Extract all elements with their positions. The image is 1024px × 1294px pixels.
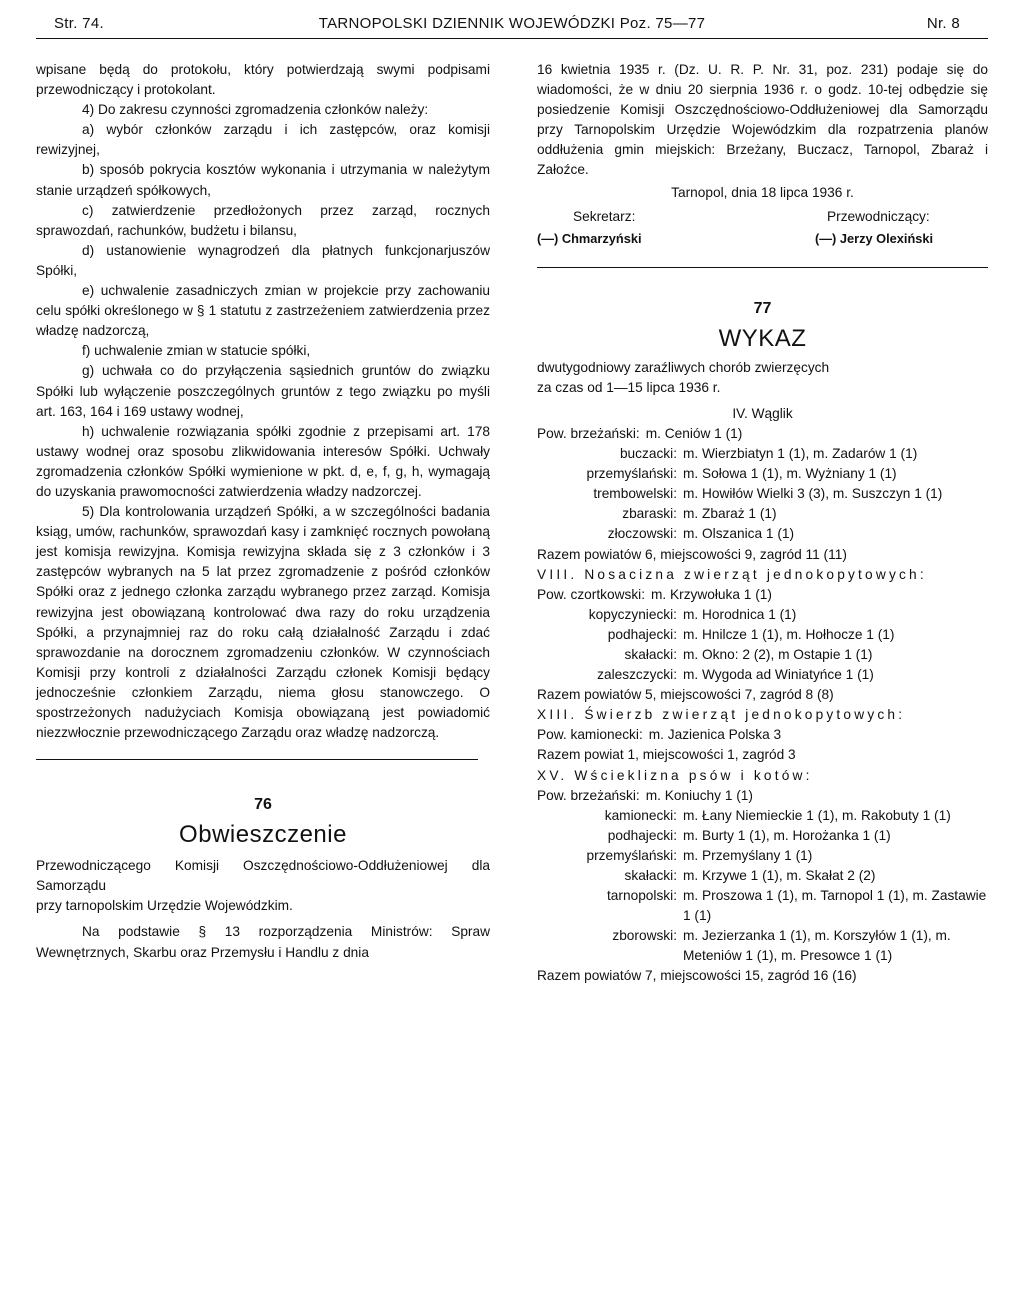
statute-paragraph: a) wybór członków zarządu i ich zastępców, oraz komisji rewizyjnej, [36,122,490,158]
notice-subtitle: Przewodniczącego Komisji Oszczędnościowo-Oddłużeniowej dla Samorządu [36,858,490,894]
secretary-role: Sekretarz: [573,208,636,224]
locality-list: m. Proszowa 1 (1), m. Tarnopol 1 (1), m. Zastawie 1 (1) [683,888,987,924]
district-name: kamionecki: [604,807,677,823]
page-header [36,6,988,39]
chairman-role: Przewodniczący: [827,208,930,224]
secretary-name: (—) Chmarzyński [537,230,642,246]
locality-list: m. Burty 1 (1), m. Horożanka 1 (1) [683,827,891,843]
locality-list: m. Koniuchy 1 (1) [645,787,753,803]
district-entry [537,866,988,886]
district-entry [537,846,988,866]
statute-paragraph: d) ustanowienie wynagrodzeń dla płatnych funkcjonarjuszów Spółki, [36,242,490,278]
notice-body: Na podstawie § 13 rozporządzenia Ministrów: Spraw Wewnętrznych, Skarbu oraz Przemysłu i Handlu z dnia [36,924,490,960]
district-name: przemyślański: [586,847,677,863]
district-name: podhajecki: [607,626,677,642]
chairman-name: (—) Jerzy Olexiński [815,230,934,246]
district-entry [537,585,988,605]
district-entry [537,524,988,544]
statute-paragraph: 5) Dla kontrolowania urządzeń Spółki, a w szczególności badania ksiąg, umów, rachunków, sprawozdań kasy i zamknięć rocznych powołaną jest komisja rewizyjna. Komisja rewizyjna składa się z 3 członków i 3 zastępców wybranych na 5 lat przez zgromadzenie z pośród członków Spółki oraz z jednego członka zarządu wybranego przez zarząd. Komisja rewizyjna jest obowiązaną kontrolować dwa razy do roku urządzenia Spółki, a przynajmniej raz do roku całą działalność Zarządu i zdać sprawozdanie na dorocznem zgromadzeniu członków. W czynnościach Komisji przy kontroli z działalności Zarządu członek Komisji będący jednocześnie członkiem Zarządu, niema głosu stanowczego. O spostrzeżonych nadużyciach Komisja obowiązaną jest powiadomić niezzwłocznie przewodniczącego Zarządu oraz władzę nadzorczą. [36,504,490,741]
locality-list: m. Łany Niemieckie 1 (1), m. Rakobuty 1 (1) [683,807,951,823]
statute-paragraph: 4) Do zakresu czynności zgromadzenia członków należy: [82,102,429,118]
disease-heading: XIII. Świerzb zwierząt jednokopytowych: [537,707,906,723]
locality-list: m. Krzywołuka 1 (1) [651,586,772,602]
statute-paragraph: f) uchwalenie zmian w statucie spółki, [82,343,311,359]
right-column [537,60,988,987]
district-total: Razem powiat 1, miejscowości 1, zagród 3 [537,747,796,763]
district-entry [537,886,988,926]
locality-list: m. Sołowa 1 (1), m. Wyżniany 1 (1) [683,466,897,482]
district-entry [537,806,988,826]
notice-date: Tarnopol, dnia 18 lipca 1936 r. [671,184,854,200]
district-name: zaleszczycki: [597,667,677,683]
notice-title: Obwieszczenie [179,821,347,849]
district-entry [537,786,988,806]
district-entry [537,625,988,645]
disease-list [537,404,988,987]
section-divider [36,759,478,760]
locality-list: m. Ceniów 1 (1) [645,425,743,441]
notice-subtitle-2: przy tarnopolskim Urzędzie Wojewódzkim. [36,898,293,914]
statute-text [36,60,490,743]
wykaz-period: za czas od 1—15 lipca 1936 r. [537,379,721,395]
locality-list: m. Howiłów Wielki 3 (3), m. Suszczyn 1 (1) [683,486,943,502]
district-entry [537,464,988,484]
district-name: Pow. czortkowski: [537,586,646,602]
district-total: Razem powiatów 5, miejscowości 7, zagród 8 (8) [537,687,834,703]
disease-heading: IV. Wąglik [732,405,793,421]
district-name: zbaraski: [622,506,677,522]
wykaz-title: WYKAZ [718,324,807,352]
locality-list: m. Okno: 2 (2), m Ostapie 1 (1) [683,646,873,662]
locality-list: m. Wygoda ad Winiatyńce 1 (1) [683,667,874,683]
wykaz-number: 77 [753,299,772,317]
district-name: zborowski: [612,928,677,944]
statute-paragraph: b) sposób pokrycia kosztów wykonania i utrzymania w należytym stanie urządzeń spółkowych, [36,162,490,198]
disease-heading: VIII. Nosacizna zwierząt jednokopytowych: [537,566,927,582]
locality-list: m. Krzywe 1 (1), m. Skałat 2 (2) [683,868,876,883]
district-name: Pow. brzeżański: [537,425,640,441]
district-name: Pow. kamionecki: [537,727,643,743]
district-entry [537,926,988,966]
left-column [36,60,490,963]
district-entry [537,826,988,846]
district-entry [537,605,988,625]
district-entry [537,444,988,464]
notice-body-continued: 16 kwietnia 1935 r. (Dz. U. R. P. Nr. 31, poz. 231) podaje się do wiadomości, że w dniu 20 sierpnia 1936 r. o godz. 10-tej odbędzie się posiedzenie Komisji Oszczędnościowo-Oddłużeniowej dla Samorządu przy Tarnopolskim Urzędzie Wojewódzkim dla rozpatrzenia planów oddłużenia gmin miejskich: Brzeżany, Buczacz, Tarnopol, Zbaraż i Załoźce. [537,62,988,178]
district-name: przemyślański: [586,466,677,482]
locality-list: m. Hnilcze 1 (1), m. Hołhocze 1 (1) [683,626,895,642]
statute-paragraph: g) uchwała co do przyłączenia sąsiednich gruntów do związku Spółki lub wyłączenie poszczególnych gruntów z tego związku po myśli art. 163, 164 i 169 ustawy wodnej, [36,363,490,419]
district-total: Razem powiatów 6, miejscowości 9, zagród 11 (11) [537,546,847,562]
district-entry [537,484,988,504]
district-name: skałacki: [624,868,677,883]
notice-number: 76 [254,796,272,814]
district-total: Razem powiatów 7, miejscowości 15, zagród 16 (16) [537,968,857,984]
locality-list: m. Olszanica 1 (1) [683,526,795,542]
statute-paragraph: e) uchwalenie zasadniczych zmian w projekcie przy zachowaniu celu spółki określonego w § 1 statutu z zastrzeżeniem zatwierdzenia przez władzę nadzorczą, [36,283,490,339]
statute-paragraph: c) zatwierdzenie przedłożonych przez zarząd, rocznych sprawozdań, rachunków, budżetu i bilansu, [36,202,490,238]
signature-names [537,229,988,251]
district-name: kopyczyniecki: [588,606,677,622]
locality-list: m. Jazienica Polska 3 [648,727,782,743]
locality-list: m. Jezierzanka 1 (1), m. Korszyłów 1 (1), m. Meteniów 1 (1), m. Presowce 1 (1) [683,928,951,964]
signature-roles [537,207,988,229]
district-entry [537,645,988,665]
district-name: złoczowski: [607,526,677,542]
page-number: Str. 74. [54,15,104,32]
wykaz-subtitle: dwutygodniowy zaraźliwych chorób zwierzęcych [537,359,830,375]
district-entry [537,504,988,524]
district-entry [537,665,988,685]
locality-list: m. Zbaraż 1 (1) [683,506,777,522]
disease-heading: XV. Wścieklizna psów i kotów: [537,767,813,783]
locality-list: m. Horodnica 1 (1) [683,606,797,622]
statute-paragraph: h) uchwalenie rozwiązania spółki zgodnie z przepisami art. 178 ustawy wodnej oraz sposobu zlikwidowania interesów Spółki. Uchwały zgromadzenia członków Spółki wymienione w pkt. d, e, f, g, h, wymagają do uzyskania prawomocności zatwierdzenia władzy nadzorczej. [36,423,490,499]
locality-list: m. Wierzbiatyn 1 (1), m. Zadarów 1 (1) [683,446,918,462]
district-name: podhajecki: [607,827,677,843]
issue-number: Nr. 8 [926,15,960,32]
section-divider-right [537,267,988,268]
district-name: buczacki: [619,446,677,462]
locality-list: m. Przemyślany 1 (1) [683,847,813,863]
district-name: tarnopolski: [607,888,677,904]
journal-title: TARNOPOLSKI DZIENNIK WOJEWÓDZKI Poz. 75—77 [318,15,706,32]
district-entry [537,725,988,745]
statute-paragraph: wpisane będą do protokołu, który potwierdzają swymi podpisami przewodniczący i protokolant. [36,62,490,98]
district-name: skałacki: [624,646,677,662]
district-name: trembowelski: [593,486,677,502]
district-entry [537,424,988,444]
district-name: Pow. brzeżański: [537,787,640,803]
